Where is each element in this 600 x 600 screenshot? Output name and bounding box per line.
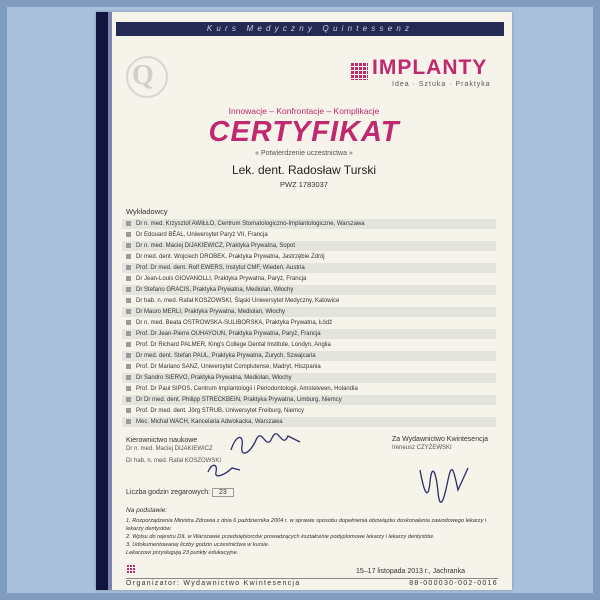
bullet-square-icon	[126, 298, 131, 303]
lecturer-row	[122, 406, 496, 416]
lecturer-row	[122, 362, 496, 372]
lecturer-row	[122, 384, 496, 394]
signature-czyzewski	[414, 462, 474, 506]
lecturer-row	[122, 351, 496, 361]
footer-logo-icon	[126, 564, 136, 574]
basis-points: Lekarzowi przysługują 23 punkty edukacyjne.	[126, 550, 239, 556]
recipient-pwz: PWZ 1783037	[280, 180, 328, 189]
lecturer-text: Dr Edouard BÉAL, Uniwersytet Paryż VII, Francja	[136, 232, 268, 238]
lecturer-row	[122, 230, 496, 240]
lecturer-text: Prof. Dr Paul SIPOS, Centrum Implantologii i Periodontologii, Amstelveen, Holandia	[136, 386, 358, 392]
lecturer-text: Prof. Dr Richard PALMER, King's College Dental Institute, Londyn, Anglia	[136, 342, 331, 348]
bullet-square-icon	[126, 375, 131, 380]
lecturer-row	[122, 373, 496, 383]
scientific-person-1: Dr n. med. Maciej DIJAKIEWICZ	[126, 446, 213, 452]
lecturer-text: Mec. Michał WACH, Kancelaria Adwokacka, Warszawa	[136, 419, 283, 425]
lecturer-row	[122, 329, 496, 339]
bullet-square-icon	[126, 265, 131, 270]
lecturer-row	[122, 318, 496, 328]
publisher-heading: Za Wydawnictwo Kwintesencja	[392, 436, 489, 443]
lecturer-text: Prof. Dr med. dent. Rolf EWERS, Instytut CMF, Wiedeń, Austria	[136, 265, 305, 271]
footer	[126, 580, 498, 587]
bullet-square-icon	[126, 331, 131, 336]
bullet-square-icon	[126, 309, 131, 314]
brand-name: IMPLANTY	[372, 56, 488, 79]
lecturer-row	[122, 340, 496, 350]
hours-value: 23	[212, 488, 234, 497]
scientific-person-2: Dr hab. n. med. Rafał KOSZOWSKI	[126, 458, 222, 464]
footer-divider	[126, 578, 498, 579]
implanty-logo-icon	[350, 62, 368, 80]
hours-row	[126, 488, 234, 497]
lecturer-row	[122, 241, 496, 251]
bullet-square-icon	[126, 232, 131, 237]
bullet-square-icon	[126, 276, 131, 281]
lecturers-list	[122, 219, 496, 433]
hours-label: Liczba godzin zegarowych:	[126, 489, 211, 496]
basis-heading: Na podstawie:	[126, 507, 168, 514]
bullet-square-icon	[126, 287, 131, 292]
lecturer-text: Prof. Dr Jean-Pierre OUHAYOUN, Praktyka Prywatna, Paryż, Francja	[136, 331, 321, 337]
signature-koszowski	[204, 460, 244, 478]
bullet-square-icon	[126, 408, 131, 413]
lecturer-text: Dr Dr med. dent. Philipp STRECKBEIN, Praktyka Prywatna, Limburg, Niemcy	[136, 397, 342, 403]
bullet-square-icon	[126, 320, 131, 325]
lecturer-row	[122, 296, 496, 306]
basis-item: 1. Rozporządzenia Ministra Zdrowia z dnia 6 października 2004 r. w sprawie sposobu dopełnienia obowiązku doskonalenia zawodowego lekarzy i lekarzy dentystów.	[126, 518, 487, 532]
lecturer-text: Dr Sandro SIERVO, Praktyka Prywatna, Mediolan, Włochy	[136, 375, 292, 381]
lecturer-row	[122, 395, 496, 405]
left-dark-stripe	[96, 12, 108, 590]
lecturer-text: Dr n. med. Beata OSTROWSKA-SULIBORSKA, Praktyka Prywatna, Łódź	[136, 320, 333, 326]
recipient-name: Lek. dent. Radosław Turski	[231, 163, 377, 177]
lecturer-text: Dr med. dent. Stefan PAUL, Praktyka Prywatna, Zurych, Szwajcaria	[136, 353, 316, 359]
bullet-square-icon	[126, 243, 131, 248]
certificate-title: CERTYFIKAT	[208, 116, 400, 148]
bullet-square-icon	[126, 221, 131, 226]
lecturer-text: Dr hab. n. med. Rafał KOSZOWSKI, Śląski Uniwersytet Medyczny, Katowice	[136, 298, 340, 304]
bullet-square-icon	[126, 397, 131, 402]
motto: Innowacje – Konfrontacje – Komplikacje	[228, 106, 380, 116]
signature-dijakiewicz	[226, 432, 306, 456]
certificate-document	[96, 12, 512, 590]
left-light-stripe	[108, 12, 112, 590]
bullet-square-icon	[126, 342, 131, 347]
bullet-square-icon	[126, 364, 131, 369]
basis-list	[126, 517, 496, 557]
lecturer-text: Prof. Dr Mariano SANZ, Uniwersytet Complutense, Madryt, Hiszpania	[136, 364, 321, 370]
lecturer-text: Dr n. med. Maciej DIJAKIEWICZ, Praktyka Prywatna, Sopot	[136, 243, 296, 249]
bullet-square-icon	[126, 386, 131, 391]
basis-item: 2. Wpisu do rejestru DIL w Warszawie przedsiębiorców prowadzących kształcenie podyplomowe lekarzy i lekarzy dentystów.	[126, 534, 435, 540]
brand-tagline: Idea · Sztuka · Praktyka	[392, 81, 491, 88]
lecturer-text: Dr n. med. Krzysztof AWIŁŁO, Centrum Stomatologiczno-Implantologiczne, Warszawa	[136, 221, 365, 227]
bullet-square-icon	[126, 254, 131, 259]
bullet-square-icon	[126, 419, 131, 424]
basis-item: 3. Udokumentowanej liczby godzin uczestnictwa w kursie.	[126, 542, 270, 548]
lecturer-text: Dr Stefano GRACIS, Praktyka Prywatna, Mediolan, Włochy	[136, 287, 294, 293]
lecturer-text: Dr Mauro MERLI, Praktyka Prywatna, Mediolan, Włochy	[136, 309, 286, 315]
footer-organizer: Organizator: Wydawnictwo Kwintesencja	[126, 580, 301, 587]
quintessenz-logo	[126, 56, 168, 98]
footer-code: 88-000030-002-0016	[409, 580, 498, 587]
lecturers-heading: Wykładowcy	[126, 207, 168, 216]
lecturer-text: Dr Jean-Louis GIOVANOLLI, Praktyka Prywatna, Paryż, Francja	[136, 276, 307, 282]
lecturer-row	[122, 307, 496, 317]
logo-glyph: Q	[132, 60, 154, 91]
course-banner: Kurs Medyczny Quintessenz	[116, 22, 504, 36]
event-date: 15–17 listopada 2013 r., Jachranka	[356, 568, 465, 575]
lecturer-text: Prof. Dr med. dent. Jörg STRUB, Uniwersytet Freiburg, Niemcy	[136, 408, 305, 414]
publisher-person: Ireneusz CZYŻEWSKI	[392, 445, 452, 451]
lecturer-row	[122, 417, 496, 427]
lecturer-row	[122, 285, 496, 295]
lecturer-text: Dr med. dent. Wojciech DROBEK, Praktyka Prywatna, Jastrzębie Zdrój	[136, 254, 325, 260]
lecturer-row	[122, 252, 496, 262]
lecturer-row	[122, 274, 496, 284]
lecturer-row	[122, 263, 496, 273]
scientific-heading: Kierownictwo naukowe	[126, 437, 198, 444]
certificate-subtitle: « Potwierdzenie uczestnictwa »	[255, 150, 353, 157]
bullet-square-icon	[126, 353, 131, 358]
lecturer-row	[122, 219, 496, 229]
